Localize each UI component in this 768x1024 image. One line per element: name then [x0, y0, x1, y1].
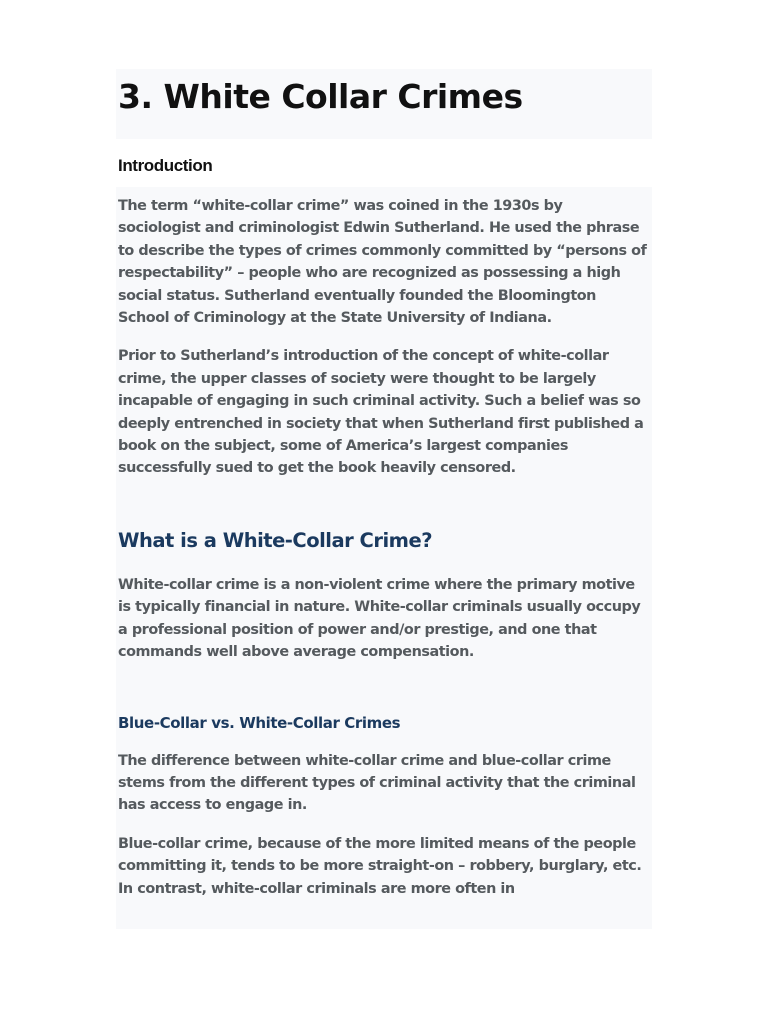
document-page [116, 69, 652, 929]
paragraph-blue-collar: Blue-collar crime, because of the more limited means of the people committing it, tends to be more straight-on – robbery, burglary, etc. In contrast, white-collar criminals are more often in [118, 835, 642, 897]
paragraph-definition: White-collar crime is a non-violent crime where the primary motive is typically financial in nature. White-collar criminals usually occupy a professional position of power and/or prestige, and one that commands well above average compensation. [118, 576, 641, 661]
section-heading-what-is: What is a White-Collar Crime? [118, 528, 433, 552]
article-body [116, 187, 652, 929]
subsection-heading-blue-vs-white: Blue-Collar vs. White-Collar Crimes [118, 713, 401, 732]
title-block [116, 69, 652, 139]
paragraph-difference: The difference between white-collar crime and blue-collar crime stems from the different types of criminal activity that the criminal has access to engage in. [118, 752, 636, 814]
paragraph-intro-1: The term “white-collar crime” was coined in the 1930s by sociologist and criminologist Edwin Sutherland. He used the phrase to describe the types of crimes commonly committed by “persons of respectability” – people who are recognized as possessing a high social status. Sutherland eventually founded the Bloomington School of Criminology at the State University of Indiana. [118, 198, 647, 327]
introduction-heading: Introduction [118, 156, 213, 175]
page-title: 3. White Collar Crimes [118, 77, 523, 116]
paragraph-intro-2: Prior to Sutherland’s introduction of the concept of white-collar crime, the upper classes of society were thought to be largely incapable of engaging in such criminal activity. Such a belief was so deeply entrenched in society that when Sutherland first published a book on the subject, some of America’s largest companies successfully sued to get the book heavily censored. [118, 348, 644, 477]
